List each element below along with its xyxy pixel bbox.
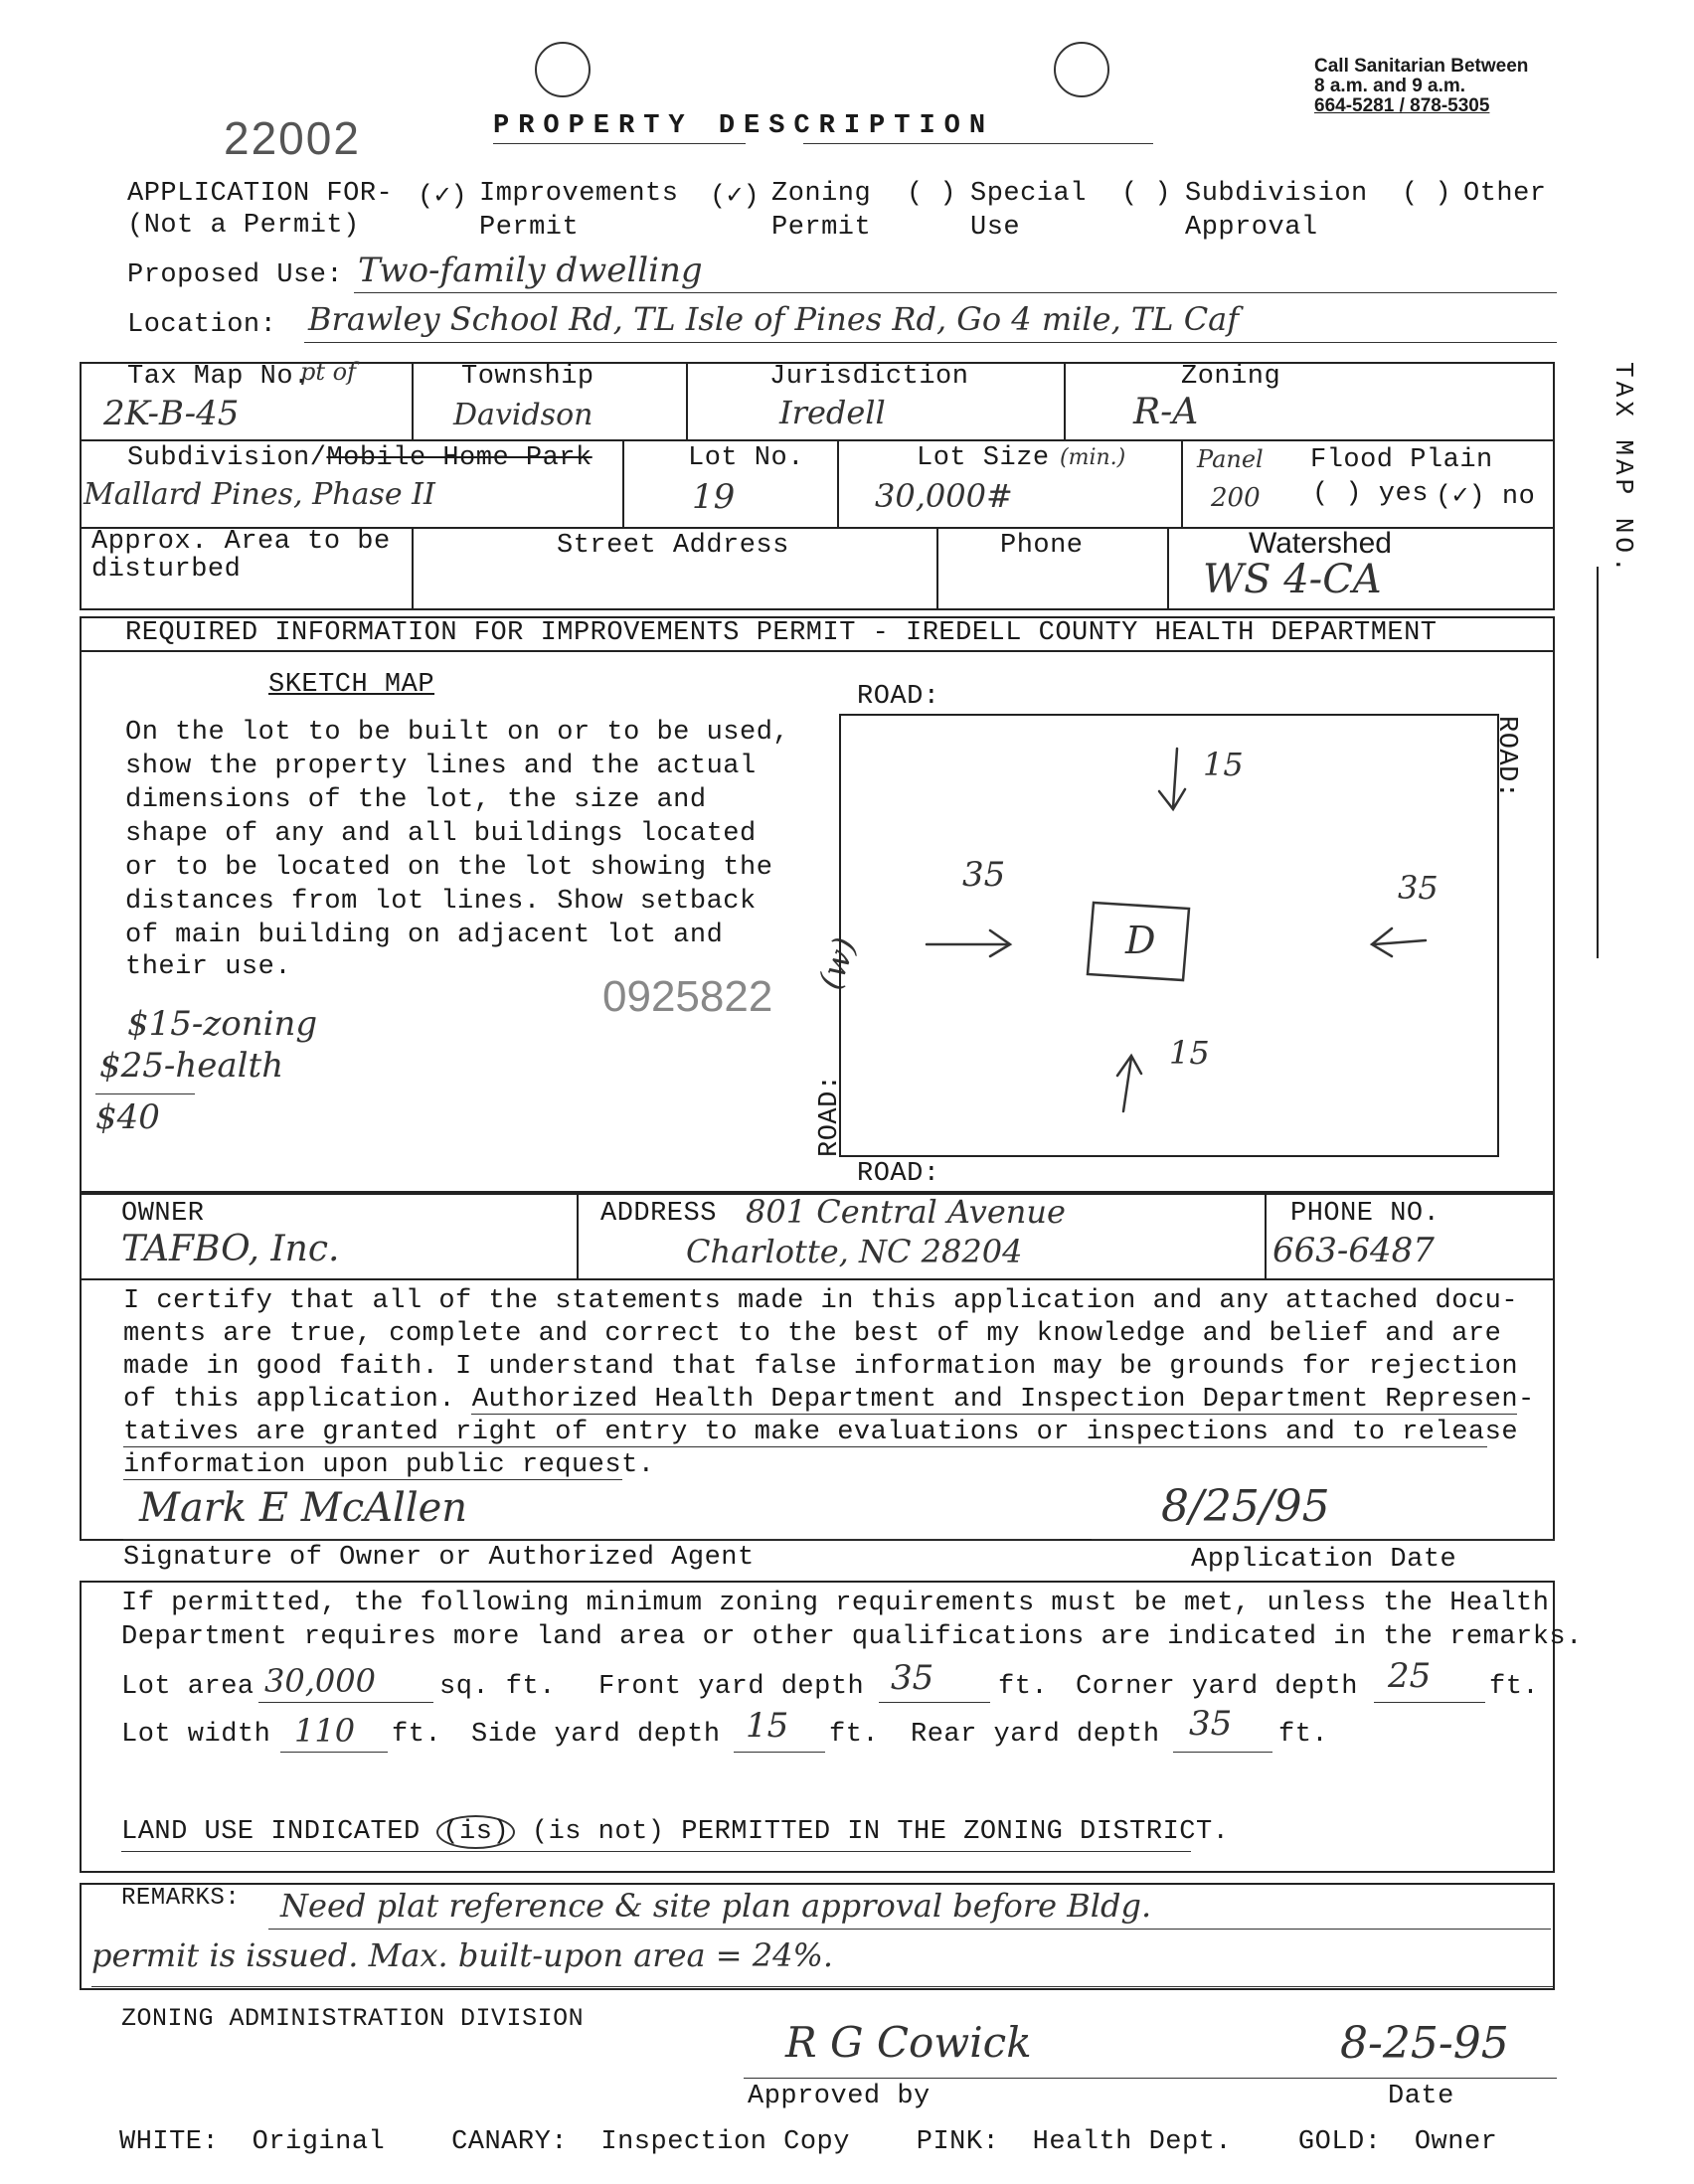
- owner-value[interactable]: TAFBO, Inc.: [121, 1229, 340, 1269]
- instruction-line-3: dimensions of the lot, the size and: [125, 785, 707, 815]
- owner-label: OWNER: [121, 1199, 205, 1229]
- corner-yard-label: Corner yard depth: [1076, 1672, 1358, 1702]
- sketch-drawing: [839, 714, 1499, 1157]
- lot-width-unit: ft.: [392, 1720, 442, 1750]
- instruction-line-1: On the lot to be built on or to be used,: [125, 718, 790, 748]
- title-underline-left: [493, 143, 746, 144]
- lot-area-value[interactable]: 30,000: [264, 1662, 376, 1700]
- owner-address-line2[interactable]: Charlotte, NC 28204: [686, 1233, 1023, 1270]
- approx-area-label-b: disturbed: [91, 555, 242, 585]
- remarks-label: REMARKS:: [121, 1885, 241, 1912]
- subdivision-checkbox[interactable]: ( ): [1121, 179, 1172, 209]
- approx-area-label-a: Approx. Area to be: [91, 527, 391, 557]
- front-yard-value[interactable]: 35: [891, 1658, 934, 1698]
- flood-no-option[interactable]: (✓) no: [1436, 482, 1536, 512]
- owner-address-line1[interactable]: 801 Central Avenue: [746, 1193, 1066, 1231]
- gold-copy-value: Owner: [1414, 2127, 1498, 2157]
- certify-line-6: information upon public request.: [123, 1450, 655, 1480]
- road-left-label: ROAD:: [815, 1074, 845, 1157]
- approver-signature[interactable]: R G Cowick: [785, 2018, 1032, 2067]
- side-yard-label: Side yard depth: [471, 1720, 721, 1750]
- panel-label: Panel: [1197, 445, 1264, 473]
- application-date-line: [1092, 1539, 1555, 1540]
- watershed-value[interactable]: WS 4-CA: [1203, 557, 1382, 602]
- front-yard-label: Front yard depth: [598, 1672, 865, 1702]
- instruction-line-2: show the property lines and the actual: [125, 752, 757, 781]
- land-use-is-circled[interactable]: (is): [436, 1815, 515, 1849]
- sketch-bottom-setback: 15: [1169, 1034, 1210, 1072]
- instruction-line-8: their use.: [125, 952, 292, 982]
- white-copy-value: Original: [252, 2127, 386, 2157]
- zoning-value[interactable]: R-A: [1133, 392, 1199, 432]
- call-sanitarian-phone: 664-5281 / 878-5305: [1314, 95, 1490, 116]
- gold-copy-label: GOLD:: [1297, 2127, 1382, 2157]
- jurisdiction-value[interactable]: Iredell: [779, 394, 886, 431]
- canary-copy-value: Inspection Copy: [600, 2127, 850, 2157]
- tax-map-note: pt of: [300, 358, 356, 386]
- not-a-permit-label: (Not a Permit): [127, 211, 360, 241]
- pink-copy-label: PINK:: [916, 2127, 1000, 2157]
- proposed-use-label: Proposed Use:: [127, 260, 344, 290]
- pink-copy-value: Health Dept.: [1032, 2127, 1233, 2157]
- side-tax-map-label: TAX MAP NO.: [1609, 362, 1638, 577]
- land-use-suffix: (is not) PERMITTED IN THE ZONING DISTRICT.: [531, 1817, 1230, 1847]
- proposed-use-value[interactable]: Two-family dwelling: [358, 251, 703, 290]
- watershed-label: Watershed: [1249, 527, 1392, 560]
- arrow-right-shaft: [1374, 940, 1426, 944]
- lot-size-label: Lot Size: [917, 443, 1050, 473]
- land-use-statement: [121, 1817, 1229, 1847]
- form-number: 22002: [224, 112, 361, 164]
- remarks-line-2[interactable]: permit is issued. Max. built-upon area = 24%.: [91, 1936, 834, 1974]
- required-info-header: REQUIRED INFORMATION FOR IMPROVEMENTS PERMIT - IREDELL COUNTY HEALTH DEPARTMENT: [125, 618, 1438, 648]
- tax-map-value[interactable]: 2K-B-45: [103, 394, 240, 433]
- lot-size-note: (min.): [1060, 445, 1126, 470]
- township-value[interactable]: Davidson: [453, 398, 593, 432]
- application-date-value[interactable]: 8/25/95: [1161, 1481, 1330, 1532]
- zoning-admin-division: ZONING ADMINISTRATION DIVISION: [121, 2004, 585, 2033]
- special-checkbox[interactable]: ( ): [907, 179, 957, 209]
- phone-label: Phone: [1000, 531, 1084, 561]
- approved-by-line: [744, 2078, 1557, 2079]
- remarks-line-1[interactable]: Need plat reference & site plan approval before Bldg.: [280, 1887, 1152, 1925]
- lot-width-value[interactable]: 110: [294, 1712, 356, 1750]
- instruction-line-5: or to be located on the lot showing the: [125, 853, 773, 883]
- lot-area-unit: sq. ft.: [439, 1672, 556, 1702]
- sketch-left-setback: 35: [962, 855, 1006, 895]
- sketch-top-setback: 15: [1203, 746, 1244, 783]
- zoning-intro-line-2: Department requires more land area or other qualifications are indicated in the remarks.: [121, 1622, 1583, 1652]
- certify-line-1: I certify that all of the statements made in this application and any attached docu-: [123, 1286, 1519, 1316]
- other-label: Other: [1463, 179, 1547, 209]
- owner-signature[interactable]: Mark E McAllen: [139, 1485, 468, 1531]
- arrow-top-shaft: [1173, 749, 1177, 808]
- sketch-dwelling-label: D: [1125, 919, 1156, 962]
- subdivision-label: Subdivision: [1185, 179, 1368, 209]
- side-yard-value[interactable]: 15: [746, 1706, 789, 1746]
- owner-address-label: ADDRESS: [600, 1199, 717, 1229]
- road-top-label: ROAD:: [857, 682, 940, 712]
- lot-no-value[interactable]: 19: [692, 477, 736, 517]
- corner-yard-unit: ft.: [1489, 1672, 1540, 1702]
- call-sanitarian-line1: Call Sanitarian Between: [1314, 56, 1529, 77]
- certify-line-2: ments are true, complete and correct to the best of my knowledge and belief and are: [123, 1319, 1502, 1349]
- side-yard-unit: ft.: [829, 1720, 880, 1750]
- approval-date-value[interactable]: 8-25-95: [1340, 2018, 1509, 2069]
- subdivision-value[interactable]: Mallard Pines, Phase II: [84, 477, 435, 512]
- flood-yes-option[interactable]: ( ) yes: [1312, 479, 1429, 509]
- tax-map-label: Tax Map No.: [127, 362, 310, 392]
- township-label: Township: [461, 362, 594, 392]
- road-right-label: ROAD:: [1491, 716, 1521, 799]
- improvements-checkbox[interactable]: (✓): [418, 182, 468, 212]
- corner-yard-value[interactable]: 25: [1388, 1656, 1432, 1696]
- sketch-right-setback: 35: [1398, 869, 1439, 907]
- rear-yard-unit: ft.: [1278, 1720, 1329, 1750]
- lot-no-label: Lot No.: [688, 443, 804, 473]
- land-use-prefix: LAND USE INDICATED: [121, 1817, 421, 1847]
- mobile-home-park-struck: Mobile Home Park: [326, 443, 593, 473]
- copy-distribution: [119, 2127, 1497, 2157]
- lot-area-label: Lot area: [121, 1672, 254, 1702]
- subdivision-label: [127, 443, 593, 473]
- location-label: Location:: [127, 310, 277, 340]
- white-copy-label: WHITE:: [119, 2127, 220, 2157]
- fee-total: $40: [95, 1097, 160, 1137]
- application-for-label: APPLICATION FOR-: [127, 179, 394, 209]
- zoning-intro-line-1: If permitted, the following minimum zoning requirements must be met, unless the Health: [121, 1589, 1550, 1618]
- application-date-label: Application Date: [1191, 1545, 1457, 1575]
- instruction-line-4: shape of any and all buildings located: [125, 819, 757, 849]
- jurisdiction-label: Jurisdiction: [769, 362, 969, 392]
- street-address-label: Street Address: [557, 531, 789, 561]
- owner-phone-label: PHONE NO.: [1290, 1199, 1440, 1229]
- sketch-map-title: SKETCH MAP: [268, 670, 435, 700]
- other-checkbox[interactable]: ( ): [1402, 179, 1452, 209]
- location-value[interactable]: Brawley School Rd, TL Isle of Pines Rd, Go 4 mile, TL Caf: [308, 300, 1240, 338]
- lot-width-label: Lot width: [121, 1720, 271, 1750]
- certify-line-4: of this application. Authorized Health Department and Inspection Department Represen-: [123, 1385, 1535, 1415]
- rear-yard-value[interactable]: 35: [1189, 1704, 1233, 1744]
- subdivision-approval-label: Approval: [1185, 213, 1318, 243]
- instruction-line-7: of main building on adjacent lot and: [125, 921, 724, 950]
- proposed-use-line: [354, 292, 1557, 293]
- canary-copy-label: CANARY:: [451, 2127, 568, 2157]
- certify-line-5: tatives are granted right of entry to make evaluations or inspections and to release: [123, 1418, 1519, 1447]
- improvements-permit-label: Permit: [479, 213, 580, 243]
- front-yard-unit: ft.: [998, 1672, 1049, 1702]
- improvements-label: Improvements: [479, 179, 679, 209]
- zoning-checkbox[interactable]: (✓): [710, 182, 761, 212]
- page-title: PROPERTY DESCRIPTION: [493, 111, 995, 141]
- arrow-top-head: [1159, 789, 1185, 809]
- certify-line-3: made in good faith. I understand that false information may be grounds for rejection: [123, 1352, 1519, 1382]
- location-line: [304, 342, 1557, 343]
- zoning-permit-label: Permit: [771, 213, 872, 243]
- stamp-handwriting: (w): [810, 931, 864, 995]
- received-stamp: 0925822: [602, 972, 773, 1021]
- signature-line: [123, 1539, 1060, 1540]
- special-use-label: Use: [970, 213, 1021, 243]
- fee-total-line: [95, 1093, 195, 1094]
- owner-phone-value[interactable]: 663-6487: [1272, 1231, 1435, 1270]
- rear-yard-label: Rear yard depth: [911, 1720, 1160, 1750]
- zoning-label: Zoning: [771, 179, 872, 209]
- punch-hole-left: [535, 42, 591, 97]
- panel-value[interactable]: 200: [1211, 483, 1261, 513]
- special-label: Special: [970, 179, 1087, 209]
- approval-date-label: Date: [1388, 2082, 1454, 2111]
- road-bottom-label: ROAD:: [857, 1159, 940, 1189]
- punch-hole-right: [1054, 42, 1109, 97]
- instruction-line-6: distances from lot lines. Show setback: [125, 887, 757, 917]
- flood-plain-label: Flood Plain: [1310, 445, 1493, 475]
- title-underline-right: [803, 143, 1153, 144]
- lot-size-value[interactable]: 30,000#: [875, 477, 1013, 515]
- signature-label: Signature of Owner or Authorized Agent: [123, 1543, 755, 1573]
- zoning-label: Zoning: [1181, 362, 1281, 392]
- subdivision-label-text: Subdivision/: [127, 443, 327, 473]
- approved-by-label: Approved by: [748, 2082, 931, 2111]
- fee-health: $25-health: [99, 1046, 284, 1086]
- fee-zoning: $15-zoning: [127, 1004, 318, 1044]
- call-sanitarian-line2: 8 a.m. and 9 a.m.: [1314, 76, 1466, 96]
